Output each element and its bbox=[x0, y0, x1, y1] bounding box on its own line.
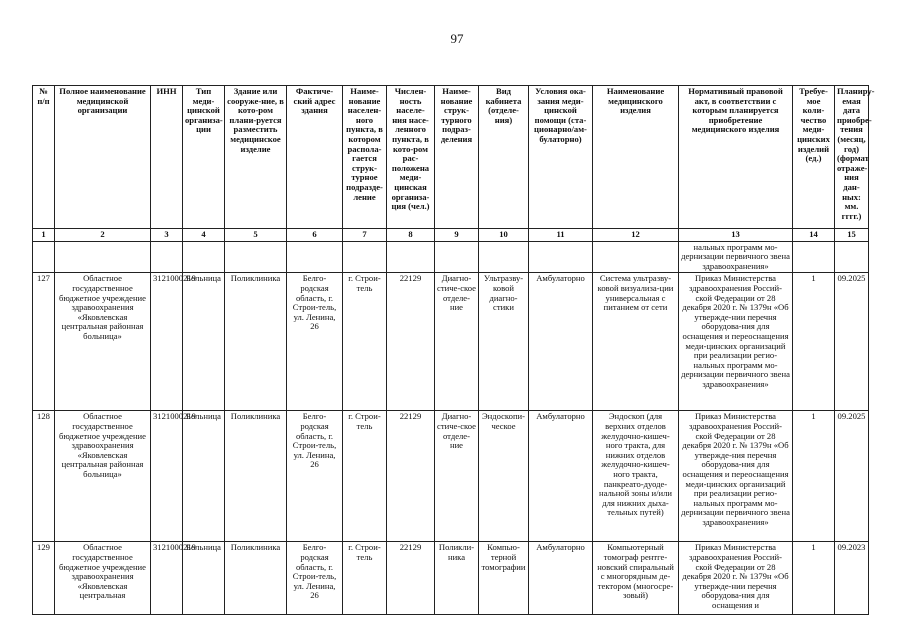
qty-cell: 1 bbox=[793, 273, 835, 411]
column-number: 10 bbox=[479, 229, 529, 242]
cabinet-cell: Компью-терной томографии bbox=[479, 542, 529, 615]
device-cell: Компьютерный томограф рентге-новский спиральный с многорядным де-тектором (многосре-зовый) bbox=[593, 542, 679, 615]
population-cell: 22129 bbox=[387, 411, 435, 542]
row-number: 128 bbox=[33, 411, 55, 542]
col-header: Числен-ность населе-ния насе-ленного пункта, в кото-ром рас-положена меди-цинская организа-ция (чел.) bbox=[387, 86, 435, 229]
cabinet-cell: Эндоскопи-ческое bbox=[479, 411, 529, 542]
column-number: 13 bbox=[679, 229, 793, 242]
date-cell: 09.2023 bbox=[835, 542, 869, 615]
column-number: 11 bbox=[529, 229, 593, 242]
page-number: 97 bbox=[450, 31, 464, 46]
row-number: 129 bbox=[33, 542, 55, 615]
inn-cell: 3121000219 bbox=[151, 542, 183, 615]
type-cell: Больница bbox=[183, 542, 225, 615]
conditions-cell: Амбулаторно bbox=[529, 273, 593, 411]
act-cell: Приказ Министерства здравоохранения Россий-ской Федерации от 28 декабря 2020 г. № 1379н «Об утвержде-нии перечня оборудова-ния для оснащения и переоснащения меди-цинских организаций при реализации регио-нальных программ мо-дернизации первичного звена здравоохранения» bbox=[679, 273, 793, 411]
org-cell: Областное государственное бюджетное учреждение здравоохранения «Яковлевская центральная районная больница» bbox=[55, 273, 151, 411]
col-header: Вид кабинета (отделе-ния) bbox=[479, 86, 529, 229]
equipment-table bbox=[32, 85, 875, 615]
device-cell: Система ультразву-ковой визуализа-ции универсальная с питанием от сети bbox=[593, 273, 679, 411]
division-cell: Поликли-ника bbox=[435, 542, 479, 615]
column-number: 4 bbox=[183, 229, 225, 242]
date-cell: 09.2025 bbox=[835, 273, 869, 411]
col-header: Наиме-нование населен-ного пункта, в котором распола-гается струк-турное подразде-ление bbox=[343, 86, 387, 229]
table-row bbox=[33, 542, 869, 615]
column-number-row bbox=[33, 229, 869, 242]
col-header: Требуе-мое коли-чество меди-цинских изделий (ед.) bbox=[793, 86, 835, 229]
col-header: Тип меди-цинской организа-ции bbox=[183, 86, 225, 229]
act-cell: Приказ Министерства здравоохранения Россий-ской Федерации от 28 декабря 2020 г. № 1379н «Об утвержде-нии перечня оборудова-ния для оснащения и bbox=[679, 542, 793, 615]
org-cell: Областное государственное бюджетное учреждение здравоохранения «Яковлевская центральная bbox=[55, 542, 151, 615]
column-number: 8 bbox=[387, 229, 435, 242]
locality-cell: г. Строи-тель bbox=[343, 411, 387, 542]
column-number: 14 bbox=[793, 229, 835, 242]
column-number: 6 bbox=[287, 229, 343, 242]
building-cell: Поликлиника bbox=[225, 542, 287, 615]
column-number: 3 bbox=[151, 229, 183, 242]
continuation-row bbox=[33, 241, 869, 273]
table-row bbox=[33, 273, 869, 411]
org-cell: Областное государственное бюджетное учреждение здравоохранения «Яковлевская центральная районная больница» bbox=[55, 411, 151, 542]
col-header: Фактиче-ский адрес здания bbox=[287, 86, 343, 229]
inn-cell: 3121000219 bbox=[151, 273, 183, 411]
qty-cell: 1 bbox=[793, 542, 835, 615]
cabinet-cell: Ультразву-ковой диагно-стики bbox=[479, 273, 529, 411]
col-header: Полное наименование медицинской организации bbox=[55, 86, 151, 229]
col-header: Планиру-емая дата приобре-тения (месяц, год) (формат отраже-ния дан-ных: мм. гггг.) bbox=[835, 86, 869, 229]
col-header: ИНН bbox=[151, 86, 183, 229]
address-cell: Белго-родская область, г. Строи-тель, ул. Ленина, 26 bbox=[287, 273, 343, 411]
column-number: 2 bbox=[55, 229, 151, 242]
column-number: 12 bbox=[593, 229, 679, 242]
type-cell: Больница bbox=[183, 273, 225, 411]
date-cell: 09.2025 bbox=[835, 411, 869, 542]
col-header: № п/п bbox=[33, 86, 55, 229]
column-number: 5 bbox=[225, 229, 287, 242]
conditions-cell: Амбулаторно bbox=[529, 411, 593, 542]
population-cell: 22129 bbox=[387, 273, 435, 411]
locality-cell: г. Строи-тель bbox=[343, 542, 387, 615]
row-number: 127 bbox=[33, 273, 55, 411]
division-cell: Диагно-стиче-ское отделе-ние bbox=[435, 273, 479, 411]
column-number: 7 bbox=[343, 229, 387, 242]
column-number: 9 bbox=[435, 229, 479, 242]
act-cell: нальных программ мо-дернизации первичного звена здравоохранения» bbox=[679, 241, 793, 273]
col-header: Нормативный правовой акт, в соответствии с которым планируется приобретение медицинского изделия bbox=[679, 86, 793, 229]
qty-cell: 1 bbox=[793, 411, 835, 542]
column-number: 1 bbox=[33, 229, 55, 242]
col-header: Наименование медицинского изделия bbox=[593, 86, 679, 229]
act-cell: Приказ Министерства здравоохранения Россий-ской Федерации от 28 декабря 2020 г. № 1379н «Об утвержде-ния перечня оборудова-ния для оснащения и переоснащения меди-цинских организаций при реализации регио-нальных программ мо-дернизации первичного звена здравоохранения» bbox=[679, 411, 793, 542]
type-cell: Больница bbox=[183, 411, 225, 542]
address-cell: Белго-родская область, г. Строи-тель, ул. Ленина, 26 bbox=[287, 411, 343, 542]
inn-cell: 3121000219 bbox=[151, 411, 183, 542]
division-cell: Диагно-стиче-ское отделе-ние bbox=[435, 411, 479, 542]
building-cell: Поликлиника bbox=[225, 411, 287, 542]
table-row bbox=[33, 411, 869, 542]
address-cell: Белго-родская область, г. Строи-тель, ул. Ленина, 26 bbox=[287, 542, 343, 615]
col-header: Здание или сооруже-ние, в кото-ром плани-руется разместить медицинское изделие bbox=[225, 86, 287, 229]
locality-cell: г. Строи-тель bbox=[343, 273, 387, 411]
building-cell: Поликлиника bbox=[225, 273, 287, 411]
header-row bbox=[33, 86, 869, 229]
col-header: Наиме-нование струк-турного подраз-деления bbox=[435, 86, 479, 229]
device-cell: Эндоскоп (для верхних отделов желудочно-кишеч-ного тракта, для нижних отделов желудочно-кишеч-ного тракта, панкреато-дуоде-нальной зоны и/или для нижних дыха-тельных путей) bbox=[593, 411, 679, 542]
population-cell: 22129 bbox=[387, 542, 435, 615]
conditions-cell: Амбулаторно bbox=[529, 542, 593, 615]
col-header: Условия ока-зания меди-цинской помощи (ста-ционарно/ам-булаторно) bbox=[529, 86, 593, 229]
column-number: 15 bbox=[835, 229, 869, 242]
